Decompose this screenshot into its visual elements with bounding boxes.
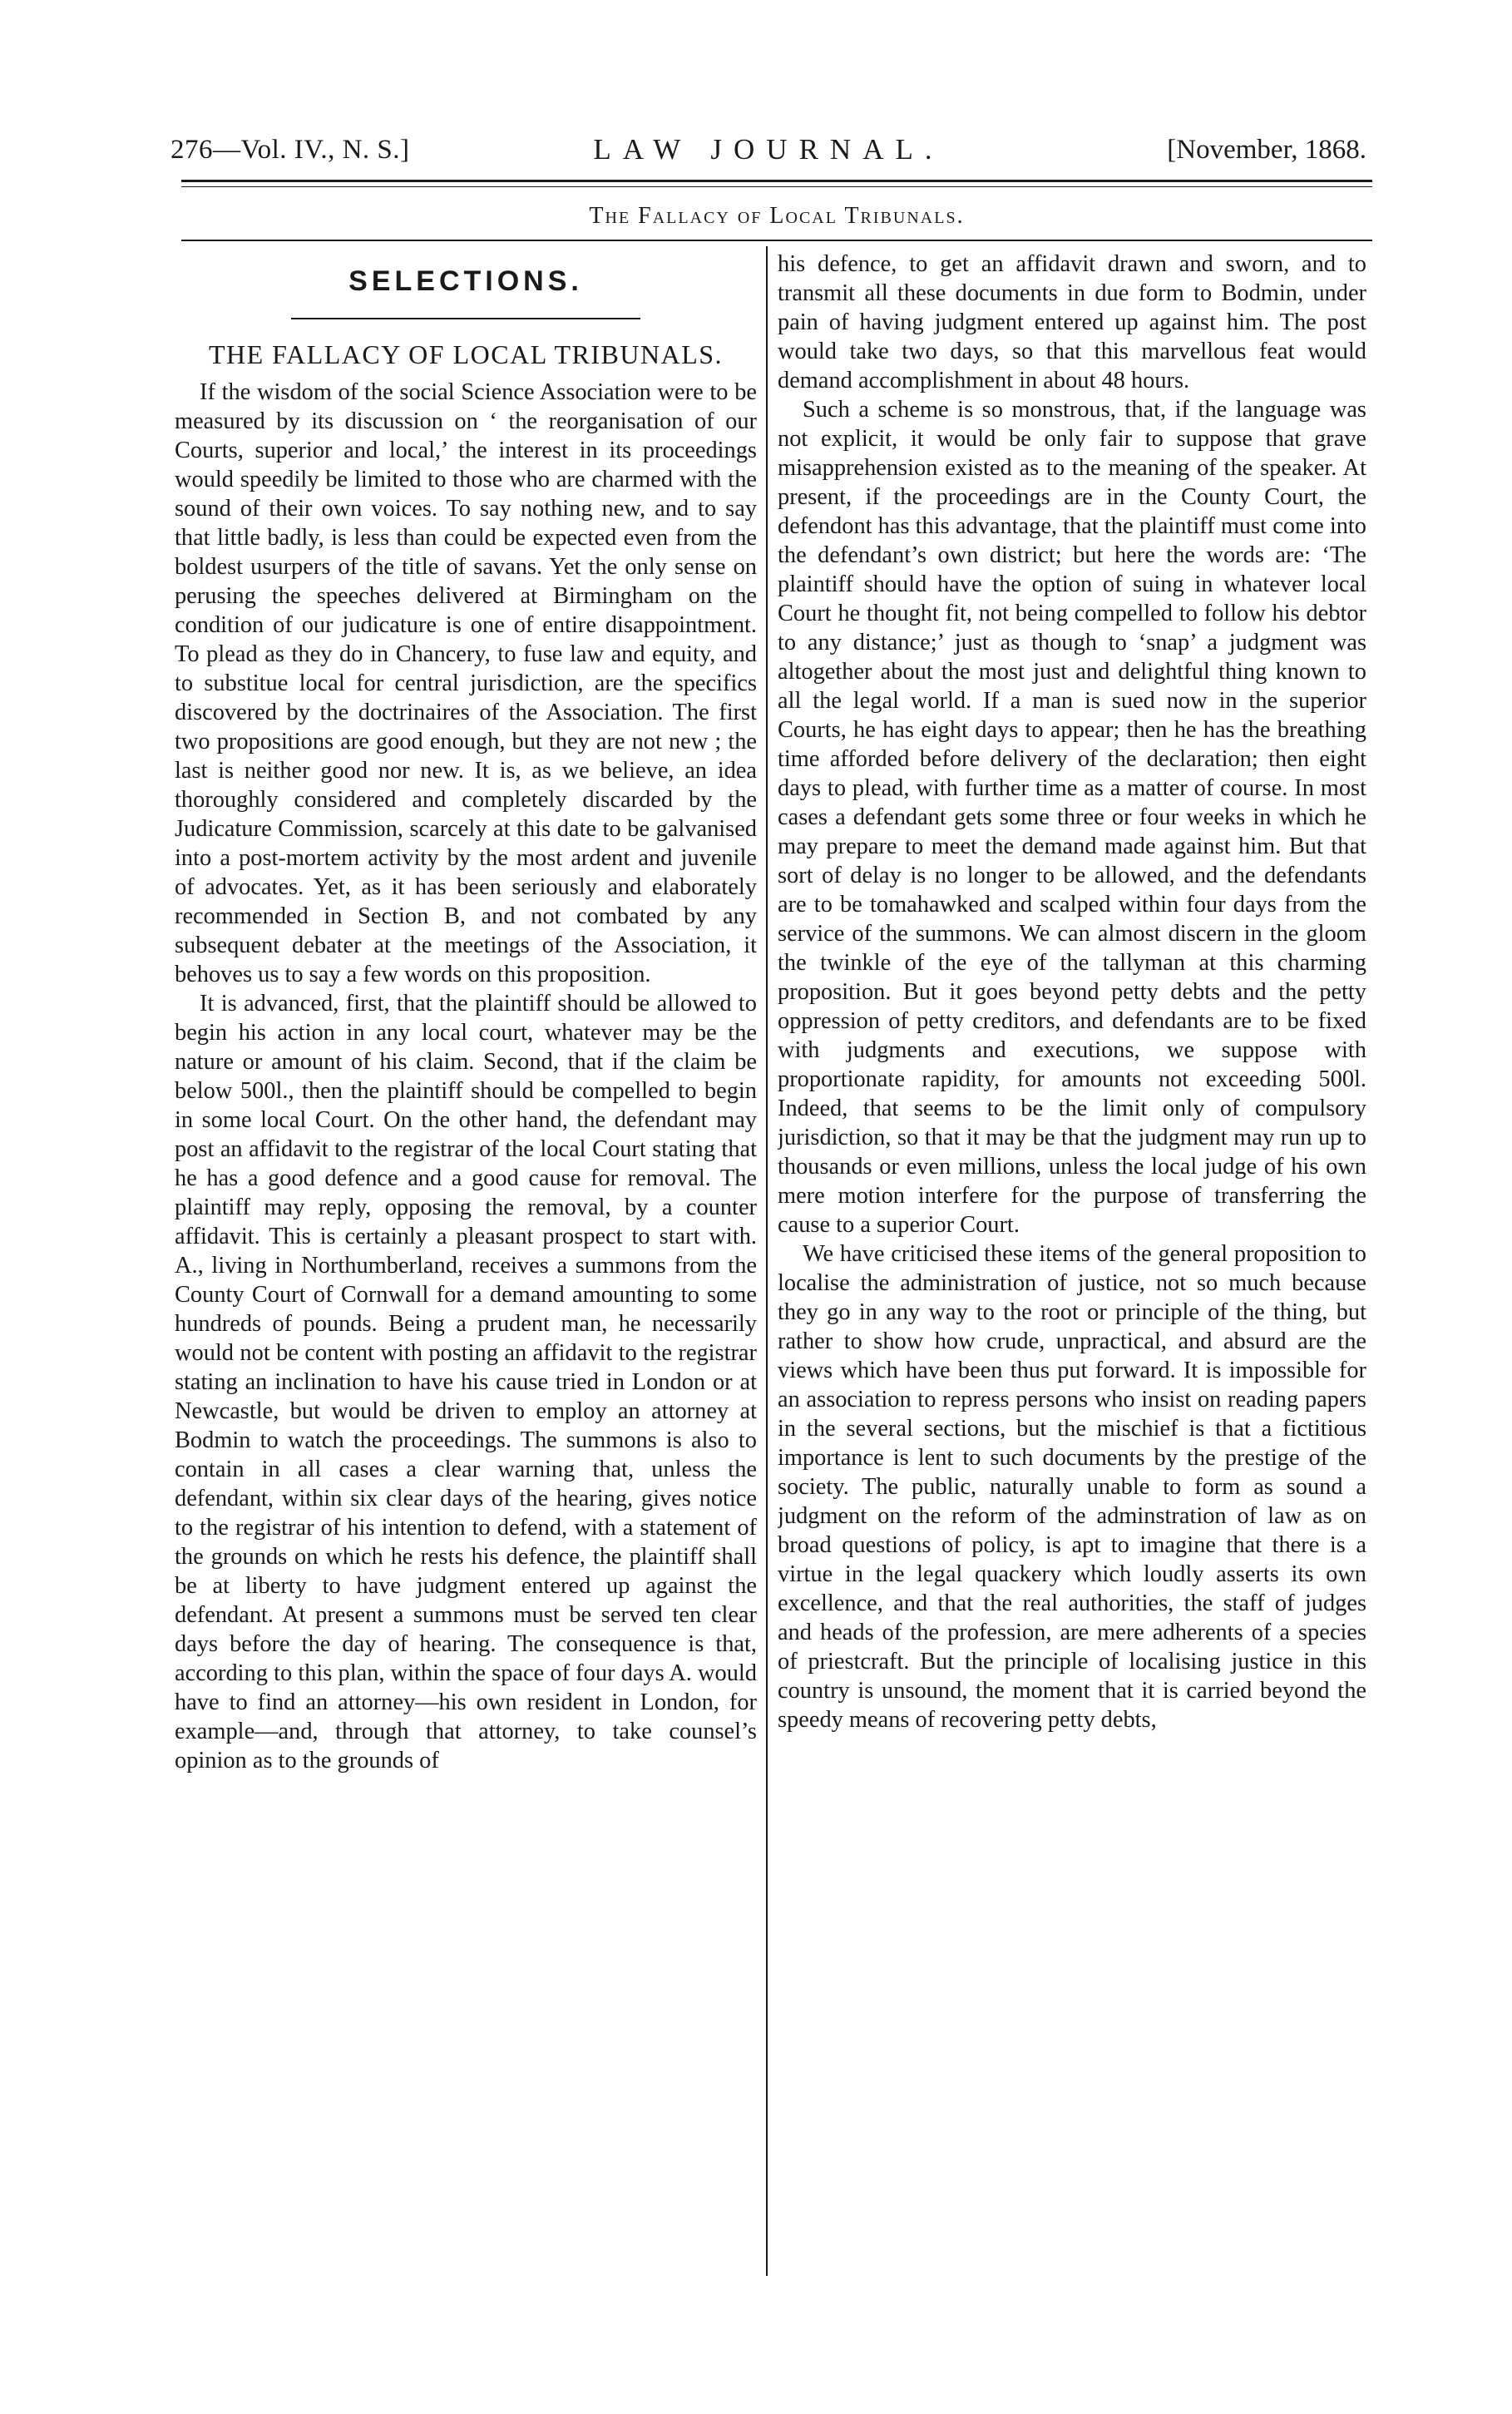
paragraph: We have criticised these items of the general proposition to localise the administration of justice, not so much because they go in any way to the root or principle of the thing, but rather to show how crude, unpractical, and absurd are the views which have been thus put forward. It is impossible for an association to repress persons who insist on reading papers in the several sections, but the mischief is that a fictitious importance is lent to such documents by the prestige of the society. The public, naturally unable to form as sound a judgment on the reform of the adminstration of law as on broad questions of policy, is apt to imagine that there is a virtue in the legal quackery which loudly asserts its own excellence, and that the real authorities, the staff of judges and heads of the profession, are mere adherents of a species of priestcraft. But the principle of localising justice in this country is unsound, the moment that it is carried beyond the speedy means of recovering petty debts,	[778, 1241, 1366, 1733]
title-rule	[181, 240, 1372, 241]
left-column	[175, 250, 757, 2279]
column-divider	[766, 246, 768, 2276]
right-column	[778, 250, 1366, 2279]
issue-date: [November, 1868.	[1167, 135, 1366, 165]
header-rule-thick	[181, 180, 1372, 182]
journal-name: LAW JOURNAL.	[593, 133, 944, 166]
paragraph: Such a scheme is so monstrous, that, if the language was not explicit, it would be only fair to suppose that grave misapprehension existed as to the meaning of the speaker. At present, if the proceedings are in the County Court, the defendont has this advantage, that the plaintiff must come into the defendant’s own district; but here the words are: ‘The plaintiff should have the option of suing in whatever local Court he thought fit, not being compelled to follow his debtor to any distance;’ just as though to ‘snap’ a judgment was altogether about the most just and delightful thing known to all the legal world. If a man is sued now in the superior Courts, he has eight days to appear; then he has the breathing time afforded before delivery of the declaration; then eight days to plead, with further time as a matter of course. In most cases a defendant gets some three or four weeks in which he may prepare to meet the demand made against him. But that sort of delay is no longer to be allowed, and the defendants are to be tomahawked and scalped within four days from the service of the summons. We can almost discern in the gloom the twinkle of the eye of the tallyman at this charming proposition. But it goes beyond petty debts and the petty oppression of petty creditors, and defendants are to be fixed with judgments and executions, we suppose with proportionate rapidity, for amounts not exceeding 500l. Indeed, that seems to be the limit only of compulsory jurisdiction, so that it may be that the judgment may run up to thousands or even millions, unless the local judge of his own mere motion interfere for the purpose of transferring the cause to a superior Court.	[778, 397, 1366, 1238]
running-head	[170, 126, 1366, 173]
header-rule-thin	[181, 186, 1372, 187]
section-label: SELECTIONS.	[348, 265, 583, 297]
section-rule	[291, 318, 640, 319]
paragraph: If the wisdom of the social Science Association were to be measured by its discussion on ‘ the reorganisation of our Courts, superior and local,’ the interest in its proceedings would speedily be limited to those who are charmed with the sound of their own voices. To say nothing new, and to say that little badly, is less than could be expected even from the boldest usurpers of the title of savans. Yet the only sense on perusing the speeches delivered at Birmingham on the condition of our judicature is one of entire disappointment. To plead as they do in Chancery, to fuse law and equity, and to substitue local for central jurisdiction, are the specifics discovered by the doctrinaires of the Association. The first two propositions are good enough, but they are not new ; the last is neither good nor new. It is, as we believe, an idea thoroughly considered and completely discarded by the Judicature Commission, scarcely at this date to be galvanised into a post-mortem activity by the most ardent and juvenile of advocates. Yet, as it has been seriously and elaborately recommended in Section B, and not combated by any subsequent debater at the meetings of the Association, it behoves us to say a few words on this proposition.	[175, 379, 757, 987]
paragraph: his defence, to get an affidavit drawn and sworn, and to transmit all these documents in due form to Bodmin, under pain of having judgment entered up against him. The post would take two days, so that this marvellous feat would demand accomplishment in about 48 hours.	[778, 251, 1366, 393]
volume-number: 276—Vol. IV., N. S.]	[170, 135, 410, 165]
paragraph: It is advanced, first, that the plaintiff should be allowed to begin his action in any local court, whatever may be the nature or amount of his claim. Second, that if the claim be below 500l., then the plaintiff should be compelled to begin in some local Court. On the other hand, the defendant may post an affidavit to the registrar of the local Court stating that he has a good defence and a good cause for removal. The plaintiff may reply, opposing the removal, by a counter affidavit. This is certainly a pleasant prospect to start with. A., living in Northumberland, receives a summons from the County Court of Cornwall for a demand amounting to some hundreds of pounds. Being a prudent man, he necessarily would not be content with posting an affidavit to the registrar stating an inclination to have his cause tried in London or at Newcastle, but would be driven to employ an attorney at Bodmin to watch the proceedings. The summons is also to contain in all cases a clear warning that, unless the defendant, within six clear days of the hearing, gives notice to the registrar of his intention to defend, with a statement of the grounds on which he rests his defence, the plaintiff shall be at liberty to have judgment entered up against the defendant. At present a summons must be served ten clear days before the day of hearing. The consequence is that, according to this plan, within the space of four days A. would have to find an attorney—his own resident in London, for example—and, through that attorney, to take counsel’s opinion as to the grounds of	[175, 991, 757, 1773]
article-title: THE FALLACY OF LOCAL TRIBUNALS.	[208, 339, 724, 369]
running-title: The Fallacy of Local Tribunals.	[589, 203, 965, 229]
